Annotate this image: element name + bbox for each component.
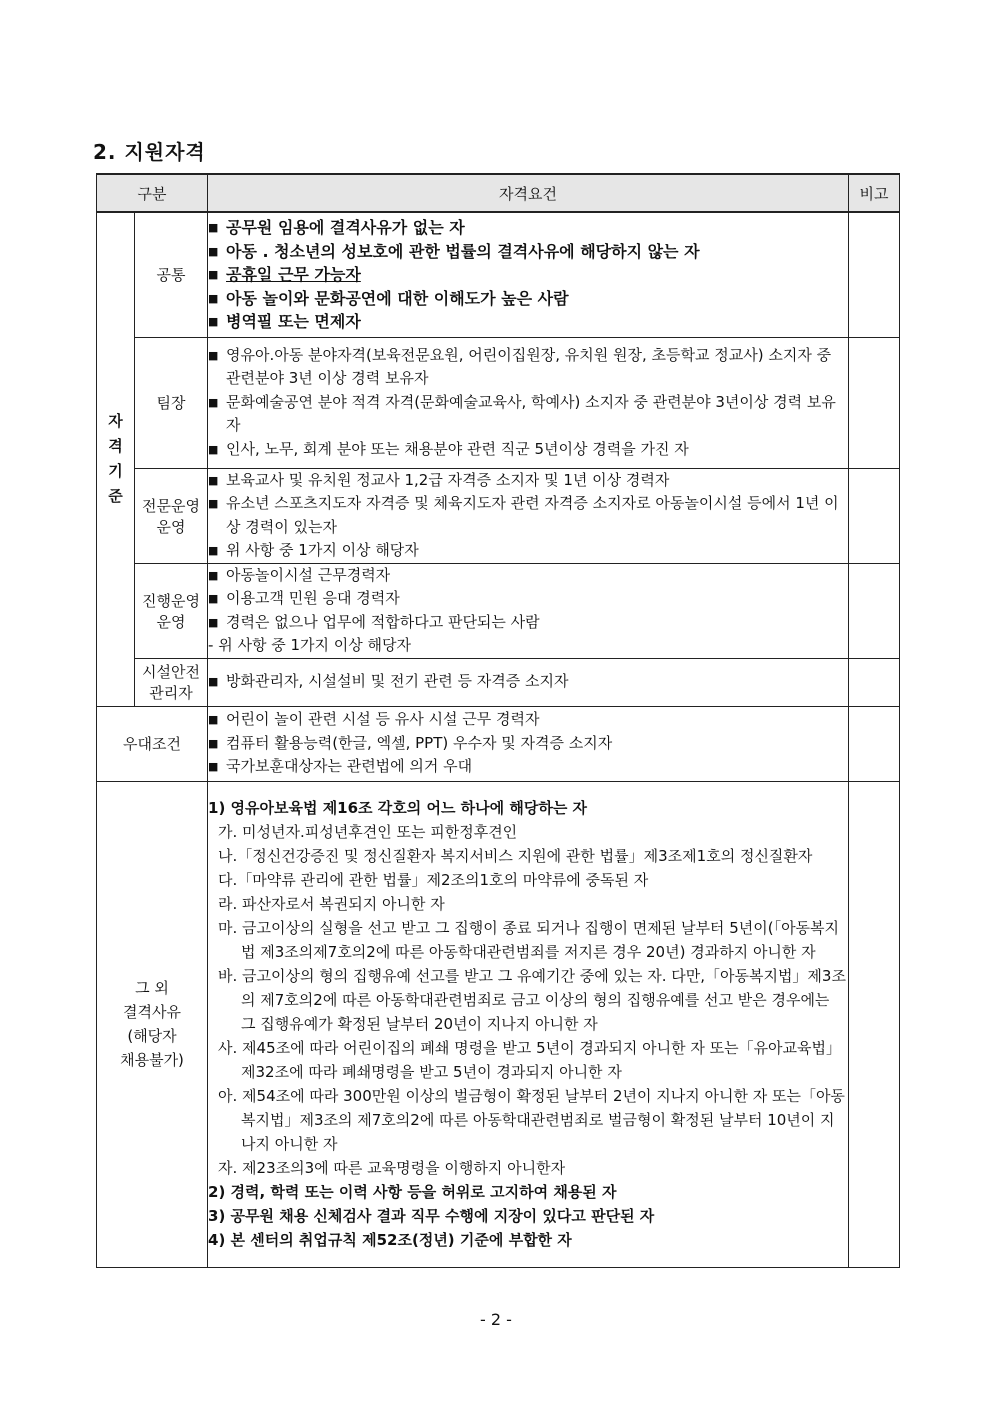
list-item: ■ 어린이 놀이 관련 시설 등 유사 시설 근무 경력자 [208,708,848,732]
row-note: - 위 사항 중 1가지 이상 해당자 [208,636,411,654]
list-item: ■ 공무원 임용에 결격사유가 없는 자 [208,216,848,240]
table-row [97,212,900,337]
row-content-preferred [208,706,849,781]
group-label-qualification: 자 격 기 준 [97,212,135,706]
row-remarks [849,781,900,1267]
list-item: 라. 파산자로서 복권되지 아니한 자 [218,895,445,913]
row-label-preferred: 우대조건 [97,706,208,781]
row-remarks [849,337,900,468]
list-item: ■ 위 사항 중 1가지 이상 해당자 [208,539,848,563]
row-label-facility-safety: 시설안전 관리자 [135,658,208,706]
list-item: 다.「마약류 관리에 관한 법률」제2조의1호의 마약류에 중독된 자 [218,871,649,889]
list-item: ■ 경력은 없으나 업무에 적합하다고 판단되는 사람 [208,611,848,635]
header-category: 구분 [97,174,208,212]
row-remarks [849,468,900,563]
list-item: ■ 병역필 또는 면제자 [208,310,848,334]
header-requirements: 자격요건 [208,174,849,212]
list-item: ■ 문화예술공연 분야 적격 자격(문화예술교육사, 학예사) 소지자 중 관련분야 3년이상 경력 보유자 [208,391,848,438]
table-row [97,658,900,706]
list-item: 사. 제45조에 따라 어린이집의 폐쇄 명령을 받고 5년이 경과되지 아니한 자 또는「유아교육법」제32조에 따라 폐쇄명령을 받고 5년이 경과되지 아니한 자 [218,1039,842,1081]
row-label-specialist-operation: 전문운영 운영 [135,468,208,563]
row-remarks [849,563,900,658]
row-content-team-leader [208,337,849,468]
disqualification-item-2: 2) 경력, 학력 또는 이력 사항 등을 허위로 고지하여 채용된 자 [208,1183,617,1201]
list-item: ■ 방화관리자, 시설설비 및 전기 관련 등 자격증 소지자 [208,670,848,694]
table-row [97,337,900,468]
row-label-common: 공통 [135,212,208,337]
page-number: - 2 - [480,1310,512,1329]
list-item: 바. 금고이상의 형의 집행유예 선고를 받고 그 유예기간 중에 있는 자. 다만,「아동복지법」제3조의 제7호의2에 따른 아동학대관련범죄로 금고 이상의 형의 집행유예를 선고 받은 경우에는 그 집행유예가 확정된 날부터 20년이 지나지 아니한 자 [218,967,846,1033]
disqualification-item-4: 4) 본 센터의 취업규칙 제52조(정년) 기준에 부합한 자 [208,1231,572,1249]
row-label-progress-operation: 진행운영 운영 [135,563,208,658]
table-row [97,468,900,563]
row-remarks [849,212,900,337]
list-item: 자. 제23조의3에 따른 교육명령을 이행하지 아니한자 [218,1159,566,1177]
list-item: 나.「정신건강증진 및 정신질환자 복지서비스 지원에 관한 법률」제3조제1호의 정신질환자 [218,847,813,865]
disqualification-item-1: 1) 영유아보육법 제16조 각호의 어느 하나에 해당하는 자 [208,799,588,817]
table-row [97,563,900,658]
section-title: 2. 지원자격 [93,140,206,164]
row-content-specialist-operation [208,468,849,563]
list-item: ■ 아동 . 청소년의 성보호에 관한 법률의 결격사유에 해당하지 않는 자 [208,240,848,264]
list-item: 마. 금고이상의 실형을 선고 받고 그 집행이 종료 되거나 집행이 면제된 날부터 5년이(「아동복지법 제3조의제7호의2에 따른 아동학대관련범죄를 저지른 경우 20년) 경과하지 아니한 자 [218,919,840,961]
list-item: ■ 아동놀이시설 근무경력자 [208,564,848,588]
table-row [97,781,900,1267]
list-item: 가. 미성년자.피성년후견인 또는 피한정후견인 [218,823,518,841]
list-item: 아. 제54조에 따라 300만원 이상의 벌금형이 확정된 날부터 2년이 지나지 아니한 자 또는「아동복지법」제3조의 제7호의2에 따른 아동학대관련범죄로 벌금형이 확정된 날부터 10년이 지나지 아니한 자 [218,1087,845,1153]
table-row [97,706,900,781]
row-content-common [208,212,849,337]
row-content-facility-safety [208,658,849,706]
table-header-row [97,174,900,212]
list-item: ■ 영유아.아동 분야자격(보육전문요원, 어린이집원장, 유치원 원장, 초등학교 정교사) 소지자 중 관련분야 3년 이상 경력 보유자 [208,344,848,391]
header-remarks: 비고 [849,174,900,212]
row-label-disqualification: 그 외 결격사유 (해당자 채용불가) [97,781,208,1267]
list-item: ■ 국가보훈대상자는 관련법에 의거 우대 [208,755,848,779]
row-remarks [849,658,900,706]
disqualification-item-3: 3) 공무원 채용 신체검사 결과 직무 수행에 지장이 있다고 판단된 자 [208,1207,655,1225]
list-item: ■ 아동 놀이와 문화공연에 대한 이해도가 높은 사람 [208,287,848,311]
list-item: ■ 인사, 노무, 회계 분야 또는 채용분야 관련 직군 5년이상 경력을 가진 자 [208,438,848,462]
list-item: ■ 보육교사 및 유치원 정교사 1,2급 자격증 소지자 및 1년 이상 경력자 [208,469,848,493]
qualification-table [96,173,900,1268]
list-item: ■ 유소년 스포츠지도자 자격증 및 체육지도자 관련 자격증 소지자로 아동놀이시설 등에서 1년 이상 경력이 있는자 [208,492,848,539]
list-item: ■ 공휴일 근무 가능자 [208,263,848,287]
row-content-progress-operation [208,563,849,658]
row-label-team-leader: 팀장 [135,337,208,468]
row-remarks [849,706,900,781]
list-item: ■ 이용고객 민원 응대 경력자 [208,587,848,611]
list-item: ■ 컴퓨터 활용능력(한글, 엑셀, PPT) 우수자 및 자격증 소지자 [208,732,848,756]
row-content-disqualification [208,781,849,1267]
